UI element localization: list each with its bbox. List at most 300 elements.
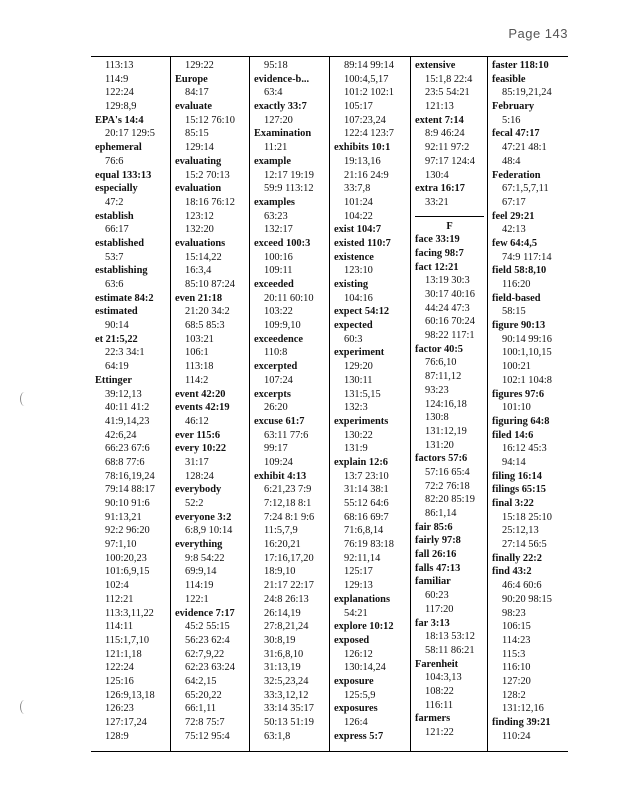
page-line-reference: 101:6,9,15	[105, 566, 150, 578]
index-term: excerpted	[254, 361, 298, 373]
page-line-reference: 85:19,21,24	[502, 87, 552, 99]
page-line-reference: 109:24	[264, 456, 293, 468]
page-line-reference: 129:20	[344, 361, 373, 373]
index-term: Farenheit	[415, 658, 459, 670]
page-line-reference: 128:2	[502, 689, 526, 701]
index-term: figuring 64:8	[492, 415, 550, 427]
page-line-reference: 131:20	[425, 439, 454, 451]
page-line-reference: 90:14	[105, 320, 129, 332]
index-term: February	[492, 101, 535, 113]
section-letter: F	[446, 220, 453, 232]
page-line-reference: 63:11 77:6	[264, 429, 309, 441]
page-line-reference: 82:20 85:19	[425, 494, 475, 506]
page-line-reference: 86:1,14	[425, 508, 457, 519]
page-line-reference: 74:9 117:14	[502, 251, 552, 263]
index-term: explanations	[334, 593, 391, 605]
page-line-reference: 21:16 24:9	[344, 169, 389, 181]
page-line-reference: 114:23	[502, 634, 531, 646]
index-term: few 64:4,5	[492, 237, 538, 249]
page-line-reference: 94:14	[502, 456, 526, 468]
page-line-reference: 67:1,5,7,11	[502, 183, 549, 195]
index-term: estimated	[95, 306, 138, 318]
page-line-reference: 46:12	[185, 415, 209, 427]
page-line-reference: 33:3,12,12	[264, 689, 309, 701]
page-line-reference: 121:22	[425, 727, 454, 738]
page-line-reference: 41:9,14,23	[105, 415, 150, 427]
page-line-reference: 60:23	[425, 590, 449, 602]
index-term: figures 97:6	[492, 388, 545, 400]
index-term: explore 10:12	[334, 621, 394, 633]
page-line-reference: 132:3	[344, 402, 368, 414]
page-line-reference: 103:22	[264, 306, 293, 318]
page-line-reference: 64:19	[105, 361, 129, 373]
index-term: exceedence	[254, 333, 304, 345]
page-line-reference: 76:6,10	[425, 357, 457, 369]
page-line-reference: 117:20	[425, 603, 454, 615]
index-term: existed 110:7	[334, 237, 391, 249]
page-line-reference: 114:2	[185, 374, 209, 386]
index-term: exposures	[334, 703, 378, 715]
page-line-reference: 123:10	[344, 265, 373, 277]
page-line-reference: 62:23 63:24	[185, 662, 235, 674]
page-line-reference: 102:1 104:8	[502, 374, 552, 386]
index-term: Europe	[175, 73, 208, 85]
binder-hole-mark	[20, 700, 29, 714]
index-term: feel 29:21	[492, 210, 535, 222]
page-line-reference: 92:11,14	[344, 552, 381, 564]
index-term: final 3:22	[492, 498, 534, 509]
page-line-reference: 129:14	[185, 142, 214, 154]
page-line-reference: 30:8,19	[264, 634, 296, 646]
page-line-reference: 63:6	[105, 279, 124, 290]
binder-hole-mark	[20, 392, 29, 406]
section-divider	[415, 210, 484, 217]
page-line-reference: 67:17	[502, 196, 526, 208]
index-term: every 10:22	[175, 443, 227, 455]
page-line-reference: 112:21	[105, 593, 134, 605]
index-term: estimate 84:2	[95, 292, 154, 304]
page-line-reference: 101:24	[344, 196, 373, 208]
page-line-reference: 12:17 19:19	[264, 169, 314, 181]
page-line-reference: 46:4 60:6	[502, 580, 542, 592]
index-term: experiments	[334, 415, 389, 427]
page-line-reference: 25:12,13	[502, 525, 539, 537]
page-line-reference: 113:13	[105, 60, 134, 71]
index-column-4	[330, 57, 411, 751]
index-term: evaluation	[175, 183, 222, 195]
page-line-reference: 60:16 70:24	[425, 316, 475, 328]
page-line-reference: 85:15	[185, 128, 209, 140]
page-line-reference: 97:17 124:4	[425, 155, 475, 167]
index-term: figure 90:13	[492, 320, 546, 332]
page-line-reference: 130:14,24	[344, 662, 386, 674]
index-term: far 3:13	[415, 617, 450, 629]
page-line-reference: 39:12,13	[105, 388, 142, 400]
page-line-reference: 33:14 35:17	[264, 703, 314, 715]
index-term: existing	[334, 279, 369, 290]
page-line-reference: 32:5,23,24	[264, 675, 309, 687]
page-line-reference: 116:10	[502, 662, 531, 674]
index-term: evaluating	[175, 155, 222, 167]
page-line-reference: 128:9	[105, 730, 129, 742]
page-line-reference: 101:2 102:1	[344, 87, 394, 99]
page-line-reference: 56:23 62:4	[185, 634, 230, 646]
page-line-reference: 125:5,9	[344, 689, 376, 701]
page-line-reference: 122:24	[105, 662, 134, 674]
index-term: feasible	[492, 73, 526, 85]
page-line-reference: 100:21	[502, 361, 531, 373]
page-number: Page 143	[508, 26, 568, 41]
page-line-reference: 110:8	[264, 347, 288, 359]
page-line-reference: 15:12 76:10	[185, 114, 235, 126]
page-line-reference: 114:11	[105, 621, 134, 633]
page-line-reference: 15:18 25:10	[502, 511, 552, 523]
index-term: exposure	[334, 675, 374, 687]
page-line-reference: 31:14 38:1	[344, 484, 389, 496]
index-term: filing 16:14	[492, 470, 542, 482]
index-term: fecal 47:17	[492, 128, 540, 140]
page-line-reference: 130:4	[425, 169, 449, 181]
page-line-reference: 18:9,10	[264, 566, 296, 578]
index-term: factor 40:5	[415, 343, 463, 355]
page-line-reference: 50:13 51:19	[264, 717, 314, 728]
page-line-reference: 99:17	[264, 443, 288, 455]
page-line-reference: 48:4	[502, 155, 521, 167]
page-line-reference: 92:11 97:2	[425, 142, 470, 154]
page-line-reference: 130:22	[344, 429, 373, 441]
page-line-reference: 68:16 69:7	[344, 511, 389, 523]
index-term: evaluate	[175, 101, 212, 113]
page-line-reference: 17:16,17,20	[264, 552, 314, 564]
page-line-reference: 122:24	[105, 87, 134, 99]
index-term: events 42:19	[175, 402, 230, 414]
index-term: Ettinger	[95, 374, 132, 386]
page-line-reference: 79:14 88:17	[105, 484, 155, 496]
page-line-reference: 6:8,9 10:14	[185, 525, 233, 537]
page-line-reference: 42:6,24	[105, 429, 137, 441]
page-line-reference: 63:4	[264, 87, 283, 99]
page-line-reference: 102:4	[105, 580, 129, 592]
page-line-reference: 121:13	[425, 101, 454, 113]
page-line-reference: 89:14 99:14	[344, 60, 394, 71]
page-line-reference: 93:23	[425, 384, 449, 396]
index-term: Federation	[492, 169, 541, 181]
page-line-reference: 24:8 26:13	[264, 593, 309, 605]
page-line-reference: 15:1,8 22:4	[425, 73, 473, 85]
index-term: express 5:7	[334, 730, 384, 742]
page-line-reference: 100:4,5,17	[344, 73, 389, 85]
page-line-reference: 68:5 85:3	[185, 320, 225, 332]
page-line-reference: 121:1,18	[105, 648, 142, 660]
page-line-reference: 65:20,22	[185, 689, 222, 701]
page-line-reference: 90:14 99:16	[502, 333, 552, 345]
index-term: established	[95, 237, 145, 249]
page-line-reference: 113:3,11,22	[105, 607, 154, 619]
index-term: Examination	[254, 128, 312, 140]
page-line-reference: 129:13	[344, 580, 373, 592]
page-line-reference: 78:16,19,24	[105, 470, 155, 482]
page-line-reference: 106:1	[185, 347, 209, 359]
index-term: extra 16:17	[415, 183, 465, 195]
page-line-reference: 91:13,21	[105, 511, 142, 523]
page-line-reference: 55:12 64:6	[344, 498, 389, 509]
index-term: ever 115:6	[175, 429, 221, 441]
page-line-reference: 103:21	[185, 333, 214, 345]
page-line-reference: 30:17 40:16	[425, 289, 475, 300]
page-line-reference: 116:11	[425, 699, 454, 711]
page-line-reference: 126:23	[105, 703, 134, 715]
index-term: exposed	[334, 634, 370, 646]
page-line-reference: 123:12	[185, 210, 214, 222]
page-line-reference: 97:1,10	[105, 539, 137, 551]
index-term: equal 133:13	[95, 169, 152, 181]
page-line-reference: 18:16 76:12	[185, 196, 235, 208]
page-line-reference: 7:12,18 8:1	[264, 498, 312, 509]
page-line-reference: 130:11	[344, 374, 373, 386]
index-term: expected	[334, 320, 373, 332]
page-line-reference: 59:9 113:12	[264, 183, 314, 195]
index-column-3	[250, 57, 330, 751]
page-line-reference: 113:18	[185, 361, 214, 373]
index-term: familiar	[415, 576, 451, 588]
page-line-reference: 100:16	[264, 251, 293, 263]
page-line-reference: 131:9	[344, 443, 368, 455]
index-term: field-based	[492, 292, 541, 304]
page-line-reference: 90:20 98:15	[502, 593, 552, 605]
page-line-reference: 16:12 45:3	[502, 443, 547, 455]
index-term: exceeded	[254, 279, 294, 290]
page-line-reference: 6:21,23 7:9	[264, 484, 312, 496]
page-line-reference: 125:17	[344, 566, 373, 578]
page-line-reference: 85:10 87:24	[185, 279, 235, 290]
index-term: field 58:8,10	[492, 265, 547, 277]
page-line-reference: 128:24	[185, 470, 214, 482]
index-term: extensive	[415, 60, 456, 71]
index-column-1	[91, 57, 171, 751]
index-term: find 43:2	[492, 566, 532, 578]
index-term: falls 47:13	[415, 562, 461, 574]
page-line-reference: 100:1,10,15	[502, 347, 552, 359]
index-term: everyone 3:2	[175, 511, 232, 523]
page-line-reference: 104:3,13	[425, 672, 462, 684]
index-term: establishing	[95, 265, 148, 277]
page-line-reference: 127:20	[502, 675, 531, 687]
index-term: everything	[175, 539, 223, 551]
page-line-reference: 52:2	[185, 498, 204, 509]
page-line-reference: 16:20,21	[264, 539, 301, 551]
index-term: especially	[95, 183, 138, 195]
page-line-reference: 31:6,8,10	[264, 648, 304, 660]
page-line-reference: 71:6,8,14	[344, 525, 384, 537]
index-term: everybody	[175, 484, 222, 496]
index-term: fair 85:6	[415, 521, 453, 533]
page-line-reference: 19:13,16	[344, 155, 381, 167]
index-term: expect 54:12	[334, 306, 390, 318]
page-line-reference: 15:2 70:13	[185, 169, 230, 181]
page-line-reference: 84:17	[185, 87, 209, 99]
page-line-reference: 92:2 96:20	[105, 525, 150, 537]
page-line-reference: 20:11 60:10	[264, 292, 314, 304]
index-term: farmers	[415, 713, 451, 725]
page-line-reference: 33:7,8	[344, 183, 371, 195]
page-line-reference: 122:4 123:7	[344, 128, 394, 140]
page-line-reference: 126:4	[344, 717, 368, 728]
page-line-reference: 20:17 129:5	[105, 128, 155, 140]
page-line-reference: 72:2 76:18	[425, 480, 470, 492]
index-column-2	[171, 57, 250, 751]
index-term: finding 39:21	[492, 717, 551, 728]
page-line-reference: 18:13 53:12	[425, 631, 475, 643]
page-line-reference: 109:11	[264, 265, 293, 277]
page-line-reference: 5:16	[502, 114, 521, 126]
page-line-reference: 127:20	[264, 114, 293, 126]
page-line-reference: 107:24	[264, 374, 293, 386]
page-line-reference: 105:17	[344, 101, 373, 113]
page-line-reference: 40:11 41:2	[105, 402, 150, 414]
page-line-reference: 76:6	[105, 155, 124, 167]
index-term: establish	[95, 210, 134, 222]
page-line-reference: 90:10 91:6	[105, 498, 150, 509]
page-line-reference: 42:13	[502, 224, 526, 236]
page-line-reference: 107:23,24	[344, 114, 386, 126]
page-line-reference: 64:2,15	[185, 675, 217, 687]
page-line-reference: 125:16	[105, 675, 134, 687]
index-term: experiment	[334, 347, 385, 359]
page-line-reference: 26:14,19	[264, 607, 301, 619]
page-line-reference: 108:22	[425, 685, 454, 697]
page-line-reference: 69:9,14	[185, 566, 217, 578]
index-term: finally 22:2	[492, 552, 542, 564]
page-line-reference: 7:24 8:1 9:6	[264, 511, 315, 523]
page-line-reference: 72:8 75:7	[185, 717, 225, 728]
page-line-reference: 131:12,19	[425, 425, 467, 437]
page-line-reference: 114:19	[185, 580, 214, 592]
index-term: ephemeral	[95, 142, 142, 154]
page-line-reference: 114:9	[105, 73, 129, 85]
page-line-reference: 66:1,11	[185, 703, 217, 715]
page-line-reference: 16:3,4	[185, 265, 212, 277]
page-line-reference: 131:12,16	[502, 703, 544, 715]
page-line-reference: 31:13,19	[264, 662, 301, 674]
page-line-reference: 63:1,8	[264, 730, 291, 742]
index-term: exist 104:7	[334, 224, 382, 236]
page-line-reference: 47:21 48:1	[502, 142, 547, 154]
index-term: examples	[254, 196, 295, 208]
page-line-reference: 132:20	[185, 224, 214, 236]
page-line-reference: 44:24 47:3	[425, 302, 470, 314]
page-line-reference: 23:5 54:21	[425, 87, 470, 99]
index-term: fall 26:16	[415, 549, 457, 561]
page-line-reference: 87:11,12	[425, 371, 462, 383]
page-line-reference: 11:21	[264, 142, 288, 154]
index-term: face 33:19	[415, 234, 460, 246]
index-term: exactly 33:7	[254, 101, 307, 113]
page-line-reference: 115:1,7,10	[105, 634, 150, 646]
page-line-reference: 126:9,13,18	[105, 689, 155, 701]
page-line-reference: 63:23	[264, 210, 288, 222]
index-term: fairly 97:8	[415, 535, 461, 547]
page-line-reference: 26:20	[264, 402, 288, 414]
page-line-reference: 76:19 83:18	[344, 539, 394, 551]
index-term: event 42:20	[175, 388, 226, 400]
page-line-reference: 101:10	[502, 402, 531, 414]
index-term: EPA's 14:4	[95, 114, 144, 126]
page-line-reference: 57:16 65:4	[425, 466, 470, 478]
index-term: exhibits 10:1	[334, 142, 391, 154]
page-line-reference: 54:21	[344, 607, 368, 619]
page-line-reference: 45:2 55:15	[185, 621, 230, 633]
index-term: filed 14:6	[492, 429, 534, 441]
page-line-reference: 110:24	[502, 730, 531, 742]
index-term: explain 12:6	[334, 456, 388, 468]
page-line-reference: 68:8 77:6	[105, 456, 145, 468]
page-line-reference: 116:20	[502, 279, 531, 290]
page-line-reference: 31:17	[185, 456, 209, 468]
page-line-reference: 66:23 67:6	[105, 443, 150, 455]
page-line-reference: 115:3	[502, 648, 526, 660]
index-term: excuse 61:7	[254, 415, 305, 427]
index-term: evaluations	[175, 237, 226, 249]
page-line-reference: 47:2	[105, 196, 124, 208]
index-term: evidence 7:17	[175, 607, 235, 619]
index-column-6	[488, 57, 568, 751]
page-line-reference: 129:22	[185, 60, 214, 71]
page-line-reference: 98:22 117:1	[425, 330, 475, 342]
index-term: fact 12:21	[415, 261, 459, 273]
index-term: extent 7:14	[415, 114, 464, 126]
page-line-reference: 75:12 95:4	[185, 730, 230, 742]
page-line-reference: 104:22	[344, 210, 373, 222]
page-line-reference: 106:15	[502, 621, 531, 633]
page-line-reference: 131:5,15	[344, 388, 381, 400]
page-line-reference: 124:16,18	[425, 398, 467, 410]
page-line-reference: 127:17,24	[105, 717, 147, 728]
page-line-reference: 33:21	[425, 196, 449, 208]
page-line-reference: 132:17	[264, 224, 293, 236]
page-line-reference: 109:9,10	[264, 320, 301, 332]
index-term: existence	[334, 251, 374, 263]
page-line-reference: 53:7	[105, 251, 124, 263]
page-line-reference: 98:23	[502, 607, 526, 619]
page-line-reference: 100:20,23	[105, 552, 147, 564]
page-line-reference: 95:18	[264, 60, 288, 71]
page-line-reference: 104:16	[344, 292, 373, 304]
page-line-reference: 122:1	[185, 593, 209, 605]
page-line-reference: 11:5,7,9	[264, 525, 298, 537]
word-index-grid	[91, 56, 568, 752]
page-line-reference: 15:14,22	[185, 251, 222, 263]
page-line-reference: 126:12	[344, 648, 373, 660]
index-term: faster 118:10	[492, 60, 549, 71]
index-column-5	[411, 57, 488, 751]
page-line-reference: 9:8 54:22	[185, 552, 225, 564]
index-term: example	[254, 155, 291, 167]
page-line-reference: 66:17	[105, 224, 129, 236]
index-term: excerpts	[254, 388, 291, 400]
page-line-reference: 129:8,9	[105, 101, 137, 113]
page-line-reference: 58:11 86:21	[425, 644, 475, 656]
index-term: filings 65:15	[492, 484, 546, 496]
index-term: factors 57:6	[415, 453, 468, 465]
page-line-reference: 13:19 30:3	[425, 275, 470, 287]
index-term: evidence-b...	[254, 73, 310, 85]
page-line-reference: 27:14 56:5	[502, 539, 547, 551]
page-line-reference: 21:20 34:2	[185, 306, 230, 318]
page-line-reference: 27:8,21,24	[264, 621, 309, 633]
page-line-reference: 8:9 46:24	[425, 128, 465, 140]
index-term: exhibit 4:13	[254, 470, 307, 482]
page-line-reference: 22:3 34:1	[105, 347, 145, 359]
